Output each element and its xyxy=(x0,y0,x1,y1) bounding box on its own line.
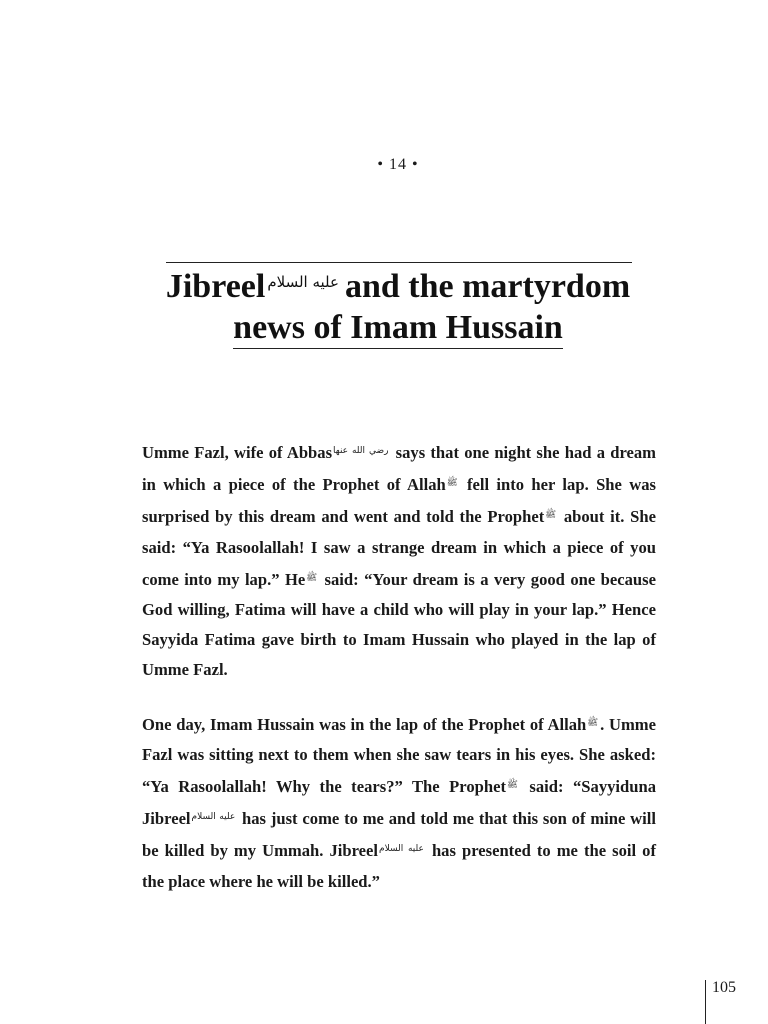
honorific-radiallahu-anha-icon: رضي الله عنها xyxy=(333,446,389,456)
title-part-2: and the martyrdom xyxy=(344,268,631,305)
honorific-alayhis-salam-icon: عليه السلام xyxy=(267,273,339,291)
paragraph-2-text: One day, Imam Hussain was in the lap of the Prophet of Allah xyxy=(142,714,587,734)
honorific-alayhis-salam-icon: عليه السلام xyxy=(191,812,236,823)
title-part-1: Jibreel xyxy=(165,268,266,305)
paragraph-1-text: said: “Your dream is a very good one because God willing, Fatima will have a child who will play in your lap.” Hence Sayyida Fatima gave birth to Imam Hussain who played in the lap of Umme Fazl. xyxy=(142,569,656,680)
title-line-2: news of Imam Hussain xyxy=(233,309,563,349)
honorific-alayhis-salam-icon: عليه السلام xyxy=(379,844,424,855)
page-number-rule xyxy=(705,980,706,1024)
title-line-1 xyxy=(130,262,666,307)
paragraph-1-text: Umme Fazl, wife of Abbas xyxy=(142,443,333,462)
paragraph-1 xyxy=(142,436,656,686)
paragraph-2-text: has presented to me the soil of the place where he will be killed.” xyxy=(142,841,656,891)
honorific-salawat-icon: ﷺ xyxy=(507,780,518,791)
chapter-title xyxy=(130,262,666,349)
paragraph-1-text: says that one night she had a dream in which a piece of the Prophet of Allah xyxy=(142,443,656,495)
honorific-salawat-icon: ﷺ xyxy=(587,717,599,728)
chapter-number: • 14 • xyxy=(377,156,419,173)
page-number: 105 xyxy=(712,979,736,996)
honorific-salawat-icon: ﷺ xyxy=(446,478,458,489)
paragraph-1-text: fell into her lap. She was surprised by this dream and went and told the Prophet xyxy=(142,475,656,527)
body-text xyxy=(142,436,656,919)
paragraph-2-text: . Umme Fazl was sitting next to them when she saw tears in his eyes. She asked: “Ya Rasoolallah! Why the tears?” The Prophet xyxy=(142,714,656,797)
paragraph-2-text: said: “Sayyiduna Jibreel xyxy=(142,777,657,829)
paragraph-2-text: has just come to me and told me that this son of mine will be killed by my Ummah. Jibreel xyxy=(142,809,656,861)
paragraph-2 xyxy=(142,708,656,897)
honorific-salawat-icon: ﷺ xyxy=(545,510,557,521)
honorific-salawat-icon: ﷺ xyxy=(306,572,318,583)
paragraph-1-text: about it. She said: “Ya Rasoolallah! I saw a strange dream in which a piece of you come into my lap.” He xyxy=(142,507,657,589)
